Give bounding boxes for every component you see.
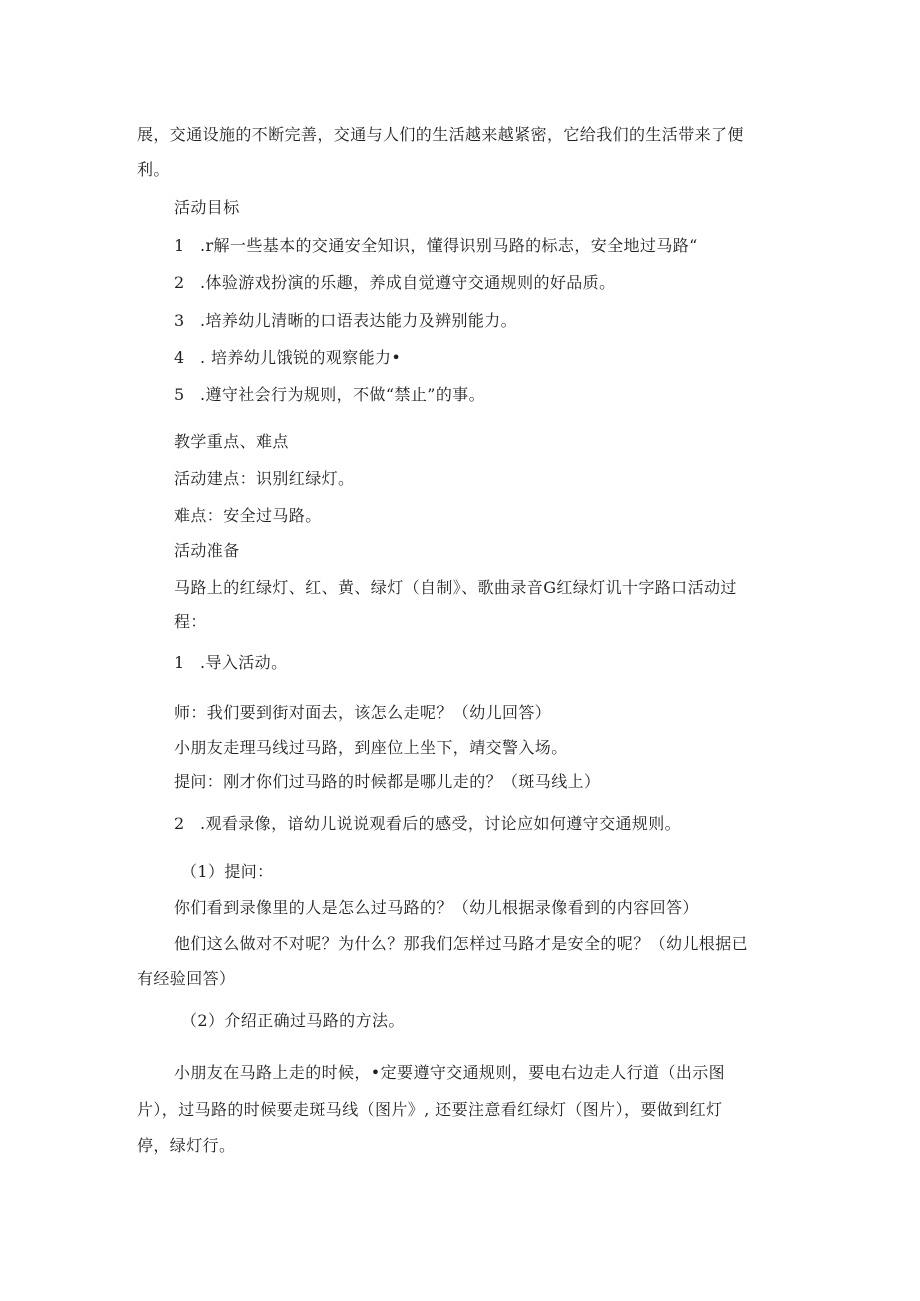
paragraph-line-2: 片），过马路的时候要走斑马线（图片》, 还要注意看红绿灯（图片），要做到红灯 [137, 1100, 723, 1119]
goal-item-1 [174, 236, 698, 256]
question-1: 你们看到录像里的人是怎么过马路的？（幼儿根据录像看到的内容回答） [174, 898, 699, 917]
goal-item-text: .培养幼儿清晰的口语表达能力及辨别能力。 [200, 311, 518, 330]
goal-item-2 [174, 273, 616, 293]
step-number: 1 [174, 653, 185, 672]
intro-line-2: 利。 [137, 160, 170, 179]
prep-heading: 活动准备 [174, 541, 240, 560]
goal-item-5 [174, 385, 485, 405]
goal-item-number: 1 [174, 236, 185, 255]
goal-item-number: 4 [174, 348, 185, 367]
intro-line-1: 展，交通设施的不断完善，交通与人们的生活越来越紧密，它给我们的生活带来了便 [137, 125, 744, 144]
goal-item-text: .体验游戏扮演的乐趣，养成自觉遵守交通规则的好品质。 [200, 273, 616, 292]
sub-heading-2: （2）介绍正确过马路的方法。 [181, 1011, 405, 1030]
goal-item-text: .遵守社会行为规则，不做“禁止”的事。 [200, 385, 486, 404]
focus-difficulty: 难点：安全过马路。 [174, 506, 322, 525]
process-step-2 [174, 814, 681, 834]
goal-item-number: 2 [174, 273, 185, 292]
children-line: 小朋友走理马线过马路，到座位上坐下，靖交警入场。 [174, 738, 568, 757]
step-text: .导入活动。 [200, 653, 288, 672]
paragraph-line-1: 小朋友在马路上走的时候，•定要遵守交通规则，要电右边走人行道（出示图 [174, 1063, 726, 1082]
step-number: 2 [174, 814, 185, 833]
goal-item-text: .r解一些基本的交通安全知识，懂得识别马路的标志，安全地过马路“ [200, 236, 698, 255]
focus-key-point: 活动建点：识别红绿灯。 [174, 469, 355, 488]
goal-item-number: 3 [174, 311, 185, 330]
goal-item-4 [174, 348, 401, 368]
goal-item-3 [174, 311, 517, 331]
question-2-line-1: 他们这么做对不对呢？为什么？那我们怎样过马路才是安全的呢？（幼儿根据已 [174, 934, 749, 953]
question-2-line-2: 有经验回答） [137, 969, 236, 988]
prep-line-1: 马路上的红绿灯、红、黄、绿灯（自制》、歌曲录音G红绿灯讥十字路口活动过 [174, 578, 737, 597]
goals-heading: 活动目标 [174, 198, 240, 217]
paragraph-line-3: 停，绿灯行。 [137, 1136, 236, 1155]
question-line: 提问：刚才你们过马路的时候都是哪儿走的？（斑马线上） [174, 772, 601, 791]
process-step-1 [174, 653, 288, 673]
goal-item-text: . 培养幼儿饿锐的观察能力• [200, 348, 402, 367]
prep-line-2: 程： [174, 612, 207, 631]
goal-item-number: 5 [174, 385, 185, 404]
step-text: .观看录像，谙幼儿说说观看后的感受，讨论应如何遵守交通规则。 [200, 814, 682, 833]
focus-heading: 教学重点、难点 [174, 432, 289, 451]
sub-heading-1: （1）提问： [181, 862, 274, 881]
teacher-line: 师：我们要到街对面去，该怎么走呢？（幼儿回答） [174, 703, 552, 722]
